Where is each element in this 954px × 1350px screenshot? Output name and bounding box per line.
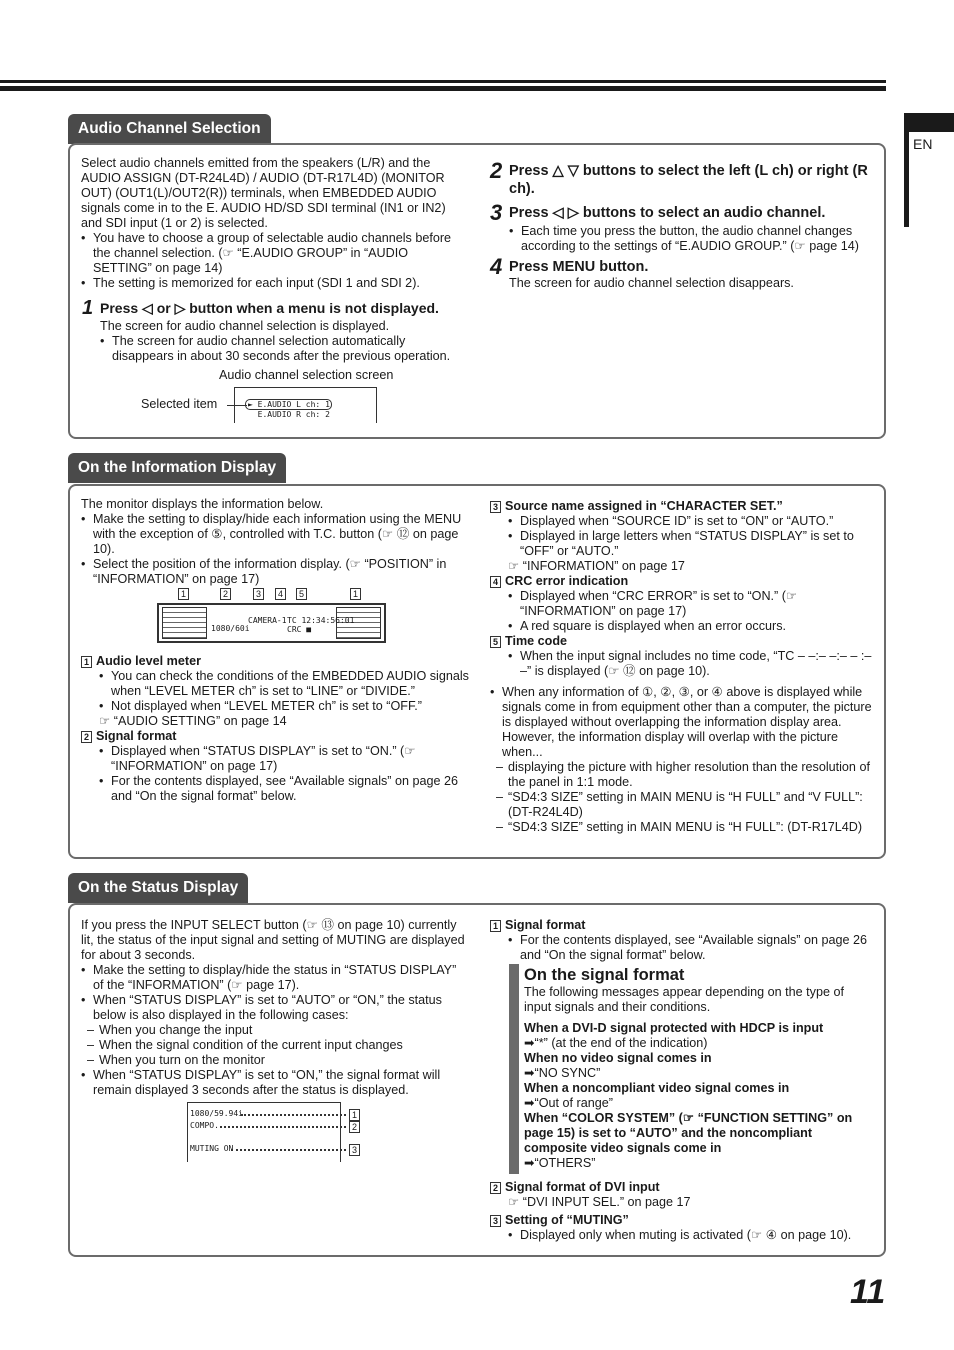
callout-number: 4 [275, 588, 286, 600]
info-dash-item: – displaying the picture with higher resolution than the resolution of the panel in 1:1 mode. [490, 760, 872, 790]
section-title-status: On the Status Display [68, 873, 248, 903]
osd-source: CAMERA-1 [248, 616, 287, 625]
status-bullet: • When “STATUS DISPLAY” is set to “AUTO” or “ON,” the status below is also displayed in the following cases: [81, 993, 466, 1023]
callout-number: 2 [349, 1121, 360, 1133]
audio-bullet: • The setting is memorized for each input (SDI 1 and SDI 2). [81, 276, 461, 291]
item-bullet: • Not displayed when “LEVEL METER ch” is set to “OFF.” [99, 699, 471, 714]
item-bullet: • When the input signal includes no time code, “TC – –:– –:– – :– –” is displayed (☞ ⑫ on page 10). [508, 649, 872, 679]
audio-step2 [509, 162, 869, 198]
osd-input: COMPO. [190, 1121, 219, 1130]
item-title: Time code [505, 634, 568, 648]
info-intro: The monitor displays the information below. [81, 497, 324, 511]
item-number: 1 [490, 920, 501, 932]
item-bullet: • You can check the conditions of the EMBEDDED AUDIO signals when “LEVEL METER ch” is set to “LINE” or “DIVIDE.” [99, 669, 471, 699]
status-items-bottom [490, 1180, 875, 1243]
item-ref: ☞ “INFORMATION” on page 17 [508, 559, 685, 573]
signal-message: ➡“Out of range” [524, 1096, 613, 1110]
signal-case: When “COLOR SYSTEM” (☞ “FUNCTION SETTING” on page 15) is set to “AUTO” and the noncompliant composite video signals come in [524, 1111, 853, 1155]
osd-timecode: TC 12:34:56:01 [287, 616, 355, 625]
page-number: 11 [850, 1273, 886, 1311]
signal-case: When a noncompliant video signal comes in [524, 1081, 790, 1095]
info-left-column [81, 497, 466, 587]
item-number: 3 [490, 1215, 501, 1227]
signal-case: When a DVI-D signal protected with HDCP is input [524, 1021, 824, 1035]
audio-step3 [509, 204, 869, 254]
osd-format: 1080/60i [211, 624, 250, 633]
signal-message: ➡“OTHERS” [524, 1156, 596, 1170]
item-title: Signal format [505, 918, 586, 932]
step-title: Press MENU button. [509, 259, 649, 275]
item-number: 4 [490, 576, 501, 588]
step-text: The screen for audio channel selection disappears. [509, 276, 794, 290]
step-number: 3 [490, 200, 503, 225]
item-ref: ☞ “DVI INPUT SEL.” on page 17 [508, 1195, 691, 1209]
item-number: 2 [81, 731, 92, 743]
item-bullet: • For the contents displayed, see “Available signals” on page 26 and “On the signal format” below. [508, 933, 875, 963]
item-title: Setting of “MUTING” [505, 1213, 629, 1227]
info-note: However, the information display will overlap with the picture when... [502, 730, 838, 759]
status-dash-item: – When you turn on the monitor [81, 1053, 466, 1068]
step-bullet: • Each time you press the button, the audio channel changes according to the settings of “E.AUDIO GROUP.” (☞ page 14) [509, 224, 869, 254]
item-title: Source name assigned in “CHARACTER SET.” [505, 499, 783, 513]
step-text: The screen for audio channel selection is displayed. [100, 319, 390, 333]
item-bullet: • Displayed in large letters when “STATUS DISPLAY” is set to “OFF” or “AUTO.” [508, 529, 872, 559]
item-bullet: • Displayed when “SOURCE ID” is set to “ON” or “AUTO.” [508, 514, 872, 529]
audio-intro: Select audio channels emitted from the speakers (L/R) and the AUDIO ASSIGN (DT-R24L4D) / AUDIO (DT-R17L4D) (MONITOR OUT) (OUT1(L)/OUT2(R)) terminals, when EMBEDDED AUDIO signals come in to the E. AUDIO HD/SD SDI terminal (IN1 or IN2) and SDI input (1 or 2) is selected. [81, 156, 446, 230]
header-rule-thin [0, 80, 886, 83]
item-title: Audio level meter [96, 654, 201, 668]
audio-step4 [509, 258, 869, 291]
item-number: 2 [490, 1182, 501, 1194]
audio-bullet: • You have to choose a group of selectable audio channels before the channel selection. (☞ “E.AUDIO GROUP” in “AUDIO SETTING” on page 14) [81, 231, 461, 276]
info-dash-item: – “SD4:3 SIZE” setting in MAIN MENU is “H FULL”: (DT-R17L4D) [490, 820, 872, 835]
item-number: 5 [490, 636, 501, 648]
audio-step1 [100, 299, 470, 364]
header-rule-thick [0, 86, 886, 91]
callout-number: 3 [349, 1144, 360, 1156]
info-bullet: • Select the position of the information display. (☞ “POSITION” in “INFORMATION” on page 17) [81, 557, 466, 587]
status-dash-item: – When you change the input [81, 1023, 466, 1038]
item-bullet: • Displayed when “CRC ERROR” is set to “ON.” (☞ “INFORMATION” on page 17) [508, 589, 872, 619]
status-left-column [81, 918, 466, 1098]
status-intro: If you press the INPUT SELECT button (☞ ⑬ on page 10) currently lit, the status of the input signal and setting of MUTING are displayed for about 3 seconds. [81, 918, 465, 962]
item-number: 1 [81, 656, 92, 668]
item-bullet: • For the contents displayed, see “Available signals” on page 26 and “On the signal format” below. [99, 774, 471, 804]
info-bullet: • Make the setting to display/hide each information using the MENU with the exception of ⑤, controlled with T.C. button (☞ ⑫ on page 10). [81, 512, 466, 557]
callout-number: 1 [178, 588, 189, 600]
item-bullet: • A red square is displayed when an error occurs. [508, 619, 872, 634]
step-title: Press ◁ ▷ buttons to select an audio channel. [509, 205, 826, 221]
callout-number: 1 [350, 588, 361, 600]
info-items-right [490, 499, 872, 835]
signal-message: ➡“NO SYNC” [524, 1066, 601, 1080]
signal-format-box [524, 965, 864, 1171]
info-items-left [81, 654, 471, 804]
step-title: Press △ ▽ buttons to select the left (L ch) or right (R ch). [509, 163, 868, 197]
callout-number: 1 [349, 1109, 360, 1121]
section-title-audio: Audio Channel Selection [68, 114, 271, 144]
step-title: Press ◁ or ▷ button when a menu is not displayed. [100, 300, 439, 316]
item-number: 3 [490, 501, 501, 513]
info-note: • When any information of ①, ②, ③, or ④ above is displayed while signals come in from equipment other than a computer, the picture is displayed without overlapping the information display area. [490, 685, 872, 730]
status-bullet: • When “STATUS DISPLAY” is set to “ON,” the signal format will remain displayed 3 seconds after the status is displayed. [81, 1068, 466, 1098]
status-dash-item: – When the signal condition of the current input changes [81, 1038, 466, 1053]
osd-line: ► E.AUDIO L ch: 1 [248, 400, 330, 409]
osd-crc: CRC ■ [287, 625, 312, 634]
screen-caption: Audio channel selection screen [219, 368, 394, 382]
audio-left-column [81, 156, 461, 291]
item-ref: ☞ “AUDIO SETTING” on page 14 [99, 714, 287, 728]
info-dash-item: – “SD4:3 SIZE” setting in MAIN MENU is “H FULL” and “V FULL”: (DT-R24L4D) [490, 790, 872, 820]
language-label: EN [913, 136, 933, 152]
step-bullet: • The screen for audio channel selection automatically disappears in about 30 seconds after the previous operation. [100, 334, 470, 364]
item-title: CRC error indication [505, 574, 629, 588]
step-number: 2 [490, 158, 503, 183]
item-bullet: • Displayed only when muting is activated (☞ ④ on page 10). [508, 1228, 875, 1243]
signal-case: When no video signal comes in [524, 1051, 712, 1065]
audio-meter-left [162, 607, 207, 639]
item-bullet: • Displayed when “STATUS DISPLAY” is set to “ON.” (☞ “INFORMATION” on page 17) [99, 744, 471, 774]
step-number: 4 [490, 254, 503, 279]
callout-number: 2 [220, 588, 231, 600]
osd-signal-format: 1080/59.94i [190, 1109, 243, 1118]
section-title-info: On the Information Display [68, 453, 286, 483]
selected-item-label: Selected item [141, 397, 218, 411]
signal-format-title: On the signal format [524, 966, 685, 984]
osd-muting: MUTING ON [190, 1144, 234, 1153]
item-title: Signal format of DVI input [505, 1180, 660, 1194]
status-bullet: • Make the setting to display/hide the status in “STATUS DISPLAY” of the “INFORMATION” (☞ page 17). [81, 963, 466, 993]
step-number: 1 [82, 297, 94, 319]
signal-format-intro: The following messages appear depending on the type of input signals and their conditions. [524, 985, 844, 1014]
signal-format-sidebar [509, 964, 519, 1174]
callout-number: 5 [296, 588, 307, 600]
signal-message: ➡“*” (at the end of the indication) [524, 1036, 708, 1050]
status-right-column [490, 918, 875, 963]
osd-line: E.AUDIO R ch: 2 [248, 410, 330, 419]
callout-number: 3 [253, 588, 264, 600]
item-title: Signal format [96, 729, 177, 743]
